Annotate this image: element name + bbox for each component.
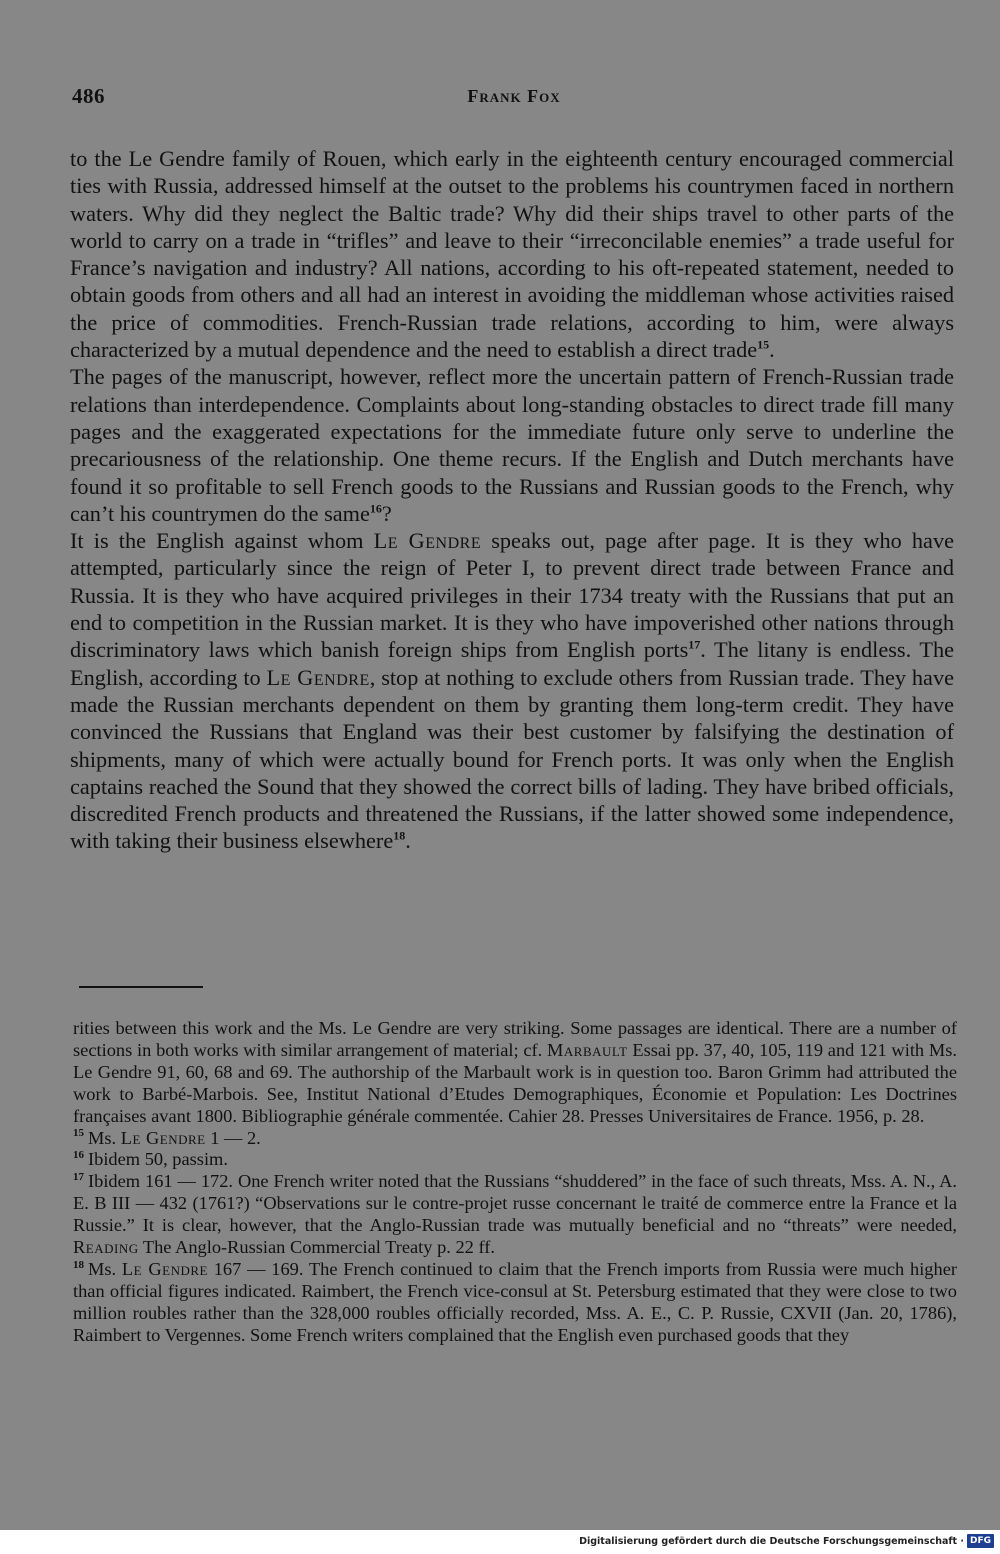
page-number: 486	[72, 84, 105, 108]
paragraph-1: to the Le Gendre family of Rouen, which early in the eighteenth century encouraged commercial ties with Russia, addressed himself at the outset to the problems his countrymen faced in northern waters. Why did they neglect the Baltic trade? Why did their ships travel to other parts of the world to carry on a trade in “trifles” and leave to their “irreconcilable enemies” a trade useful for France’s navigation and industry? All nations, according to his oft-repeated statement, needed to obtain goods from others and all had an interest in avoiding the middleman whose activities raised the price of commodities. French-Russian trade relations, according to him, were always characterized by a mutual dependence and the need to establish a direct trade$^{15}$.	[70, 146, 954, 363]
paragraph-3: It is the English against whom Le Gendre speaks out, page after page. It is they who have attempted, particularly since the reign of Peter I, to prevent direct trade between France and Russia. It is they who have acquired privileges in their 1734 treaty with the Russians that put an end to competition in the Russian market. It is they who have impoverished other nations through discriminatory laws which banish foreign ships from English ports$^{17}$. The litany is endless. The English, according to Le Gendre, stop at nothing to exclude others from Russian trade. They have made the Russian merchants dependent on them by granting them long-term credit. They have convinced the Russians that England was their best customer by falsifying the destination of shipments, many of which were actually bound for French ports. It was only when the English captains reached the Sound that they showed the correct bills of lading. They have bribed officials, discredited French products and threatened the Russians, if the latter showed some independence, with taking their business elsewhere$^{18}$.	[70, 528, 954, 854]
footnote-number: 17	[73, 1171, 84, 1184]
footnote-number: 18	[73, 1258, 84, 1271]
running-head: Frank Fox	[467, 86, 561, 106]
digitization-credit	[579, 1532, 994, 1550]
footnote-ref-18[interactable]: 18	[393, 829, 406, 843]
body-text	[70, 145, 954, 855]
footnote-continuation: rities between this work and the Ms. Le Gendre are very striking. Some passages are identical. There are a number of sections in both works with similar arrangement of material; cf. Marbault Essai pp. 37, 40, 105, 119 and 121 with Ms. Le Gendre 91, 60, 68 and 69. The authorship of the Marbault work is in question too. Baron Grimm had attributed the work to Barbé-Marbois. See, Institut National d’Etudes Demographiques, Économie et Population: Les Doctrines françaises avant 1800. Bibliographie générale commentée. Cahier 28. Presses Universitaires de France. 1956, p. 28.	[73, 1018, 957, 1126]
footnotes	[73, 1018, 957, 1347]
author-name: Le Gendre	[373, 528, 482, 554]
footnote-17: $^{17}$ Ibidem 161 — 172. One French writer noted that the Russians “shuddered” in the face of such threats, Mss. A. N., A. E. B III — 432 (1761?) “Observations sur le contre-projet russe concernant le traité de commerce entre la France et la Russie.” It is clear, however, that the Anglo-Russian trade was mutually beneficial and no “threats” were needed, Reading The Anglo-Russian Commercial Treaty p. 22 ff.	[73, 1171, 957, 1258]
footnote-number: 15	[73, 1127, 84, 1140]
author-name: Reading	[73, 1237, 139, 1258]
footnote-ref-15[interactable]: 15	[757, 337, 770, 352]
author-name: Le Gendre	[121, 1258, 208, 1279]
author-name: Le Gendre	[120, 1127, 206, 1148]
footnote-15: $^{15}$ Ms. Le Gendre 1 — 2.	[73, 1127, 261, 1148]
footnote-ref-17[interactable]: 17	[688, 637, 701, 652]
footnote-18: $^{18}$ Ms. Le Gendre 167 — 169. The French continued to claim that the French imports from Russia were much higher than official figures indicated. Raimbert, the French vice-consul at St. Petersburg estimated that they were close to two million roubles rather than the 328,000 roubles officially recorded, Mss. A. E., C. P. Russie, CXVII (Jan. 20, 1786), Raimbert to Vergennes. Some French writers complained that the English even purchased goods that they	[73, 1258, 957, 1345]
footnote-number: 16	[73, 1149, 84, 1162]
footnote-ref-16[interactable]: 16	[369, 501, 382, 516]
page-header	[72, 84, 956, 116]
footnote-16: $^{16}$ Ibidem 50, passim.	[73, 1149, 228, 1170]
paragraph-2: The pages of the manuscript, however, reflect more the uncertain pattern of French-Russian trade relations than interdependence. Complaints about long-standing obstacles to direct trade fill many pages and the exaggerated expectations for the immediate future only serve to underline the precariousness of the relationship. One theme recurs. If the English and Dutch merchants have found it so profitable to sell French goods to the Russians and Russian goods to the French, why can’t his countrymen do the same$^{16}$?	[70, 364, 954, 526]
credit-text: Digitalisierung gefördert durch die Deutsche Forschungsgemeinschaft ·	[579, 1535, 964, 1547]
author-name: Le Gendre	[266, 664, 370, 690]
footnote-separator	[79, 986, 203, 988]
dfg-logo-icon: DFG	[967, 1534, 994, 1548]
author-name: Marbault	[547, 1039, 628, 1060]
